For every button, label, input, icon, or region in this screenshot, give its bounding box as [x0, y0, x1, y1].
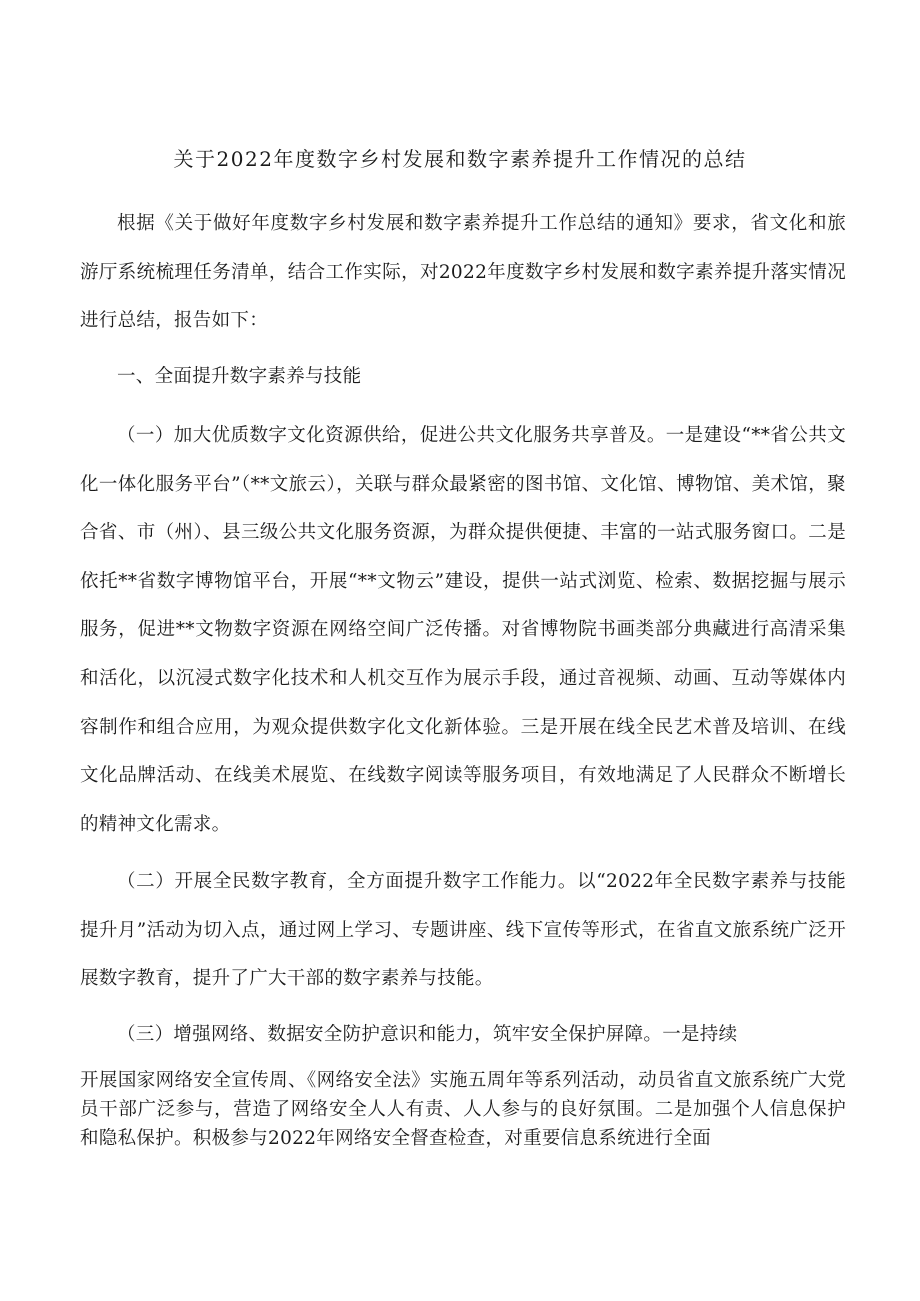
subsection-3-lead-line: （三）增强网络、数据安全防护意识和能力，筑牢安全保护屏障。一是持续 — [117, 1024, 738, 1045]
intro-paragraph: 根据《关于做好年度数字乡村发展和数字素养提升工作总结的通知》要求，省文化和旅游厅系统梳理任务清单，结合工作实际，对2022年度数字乡村发展和数字素养提升落实情况进行总结，报告如下： — [80, 213, 846, 331]
section-heading-1: 一、全面提升数字素养与技能 — [117, 366, 362, 387]
subsection-1-paragraph: （一）加大优质数字文化资源供给，促进公共文化服务共享普及。一是建设“**省公共文化一体化服务平台”（**文旅云），关联与群众最紧密的图书馆、文化馆、博物馆、美术馆，聚合省、市（州）、县三级公共文化服务资源，为群众提供便捷、丰富的一站式服务窗口。二是依托**省数字博物馆平台，开展“**文物云”建设，提供一站式浏览、检索、数据挖掘与展示服务，促进**文物数字资源在网络空间广泛传播。对省博物院书画类部分典藏进行高清采集和活化，以沉浸式数字化技术和人机交互作为展示手段，通过音视频、动画、互动等媒体内容制作和组合应用，为观众提供数字化文化新体验。三是开展在线全民艺术普及培训、在线文化品牌活动、在线美术展览、在线数字阅读等服务项目，有效地满足了人民群众不断增长的精神文化需求。 — [80, 425, 846, 835]
subsection-2-paragraph: （二）开展全民数字教育，全方面提升数字工作能力。以“2022年全民数字素养与技能提升月”活动为切入点，通过网上学习、专题讲座、线下宣传等形式，在省直文旅系统广泛开展数字教育，提升了广大干部的数字素养与技能。 — [80, 871, 846, 989]
subsection-3-paragraph: 开展国家网络安全宣传周、《网络安全法》实施五周年等系列活动，动员省直文旅系统广大党员干部广泛参与，营造了网络安全人人有责、人人参与的良好氛围。二是加强个人信息保护和隐私保护。积极参与2022年网络安全督查检查，对重要信息系统进行全面 — [80, 1070, 846, 1149]
document-title: 关于2022年度数字乡村发展和数字素养提升工作情况的总结 — [173, 147, 747, 171]
